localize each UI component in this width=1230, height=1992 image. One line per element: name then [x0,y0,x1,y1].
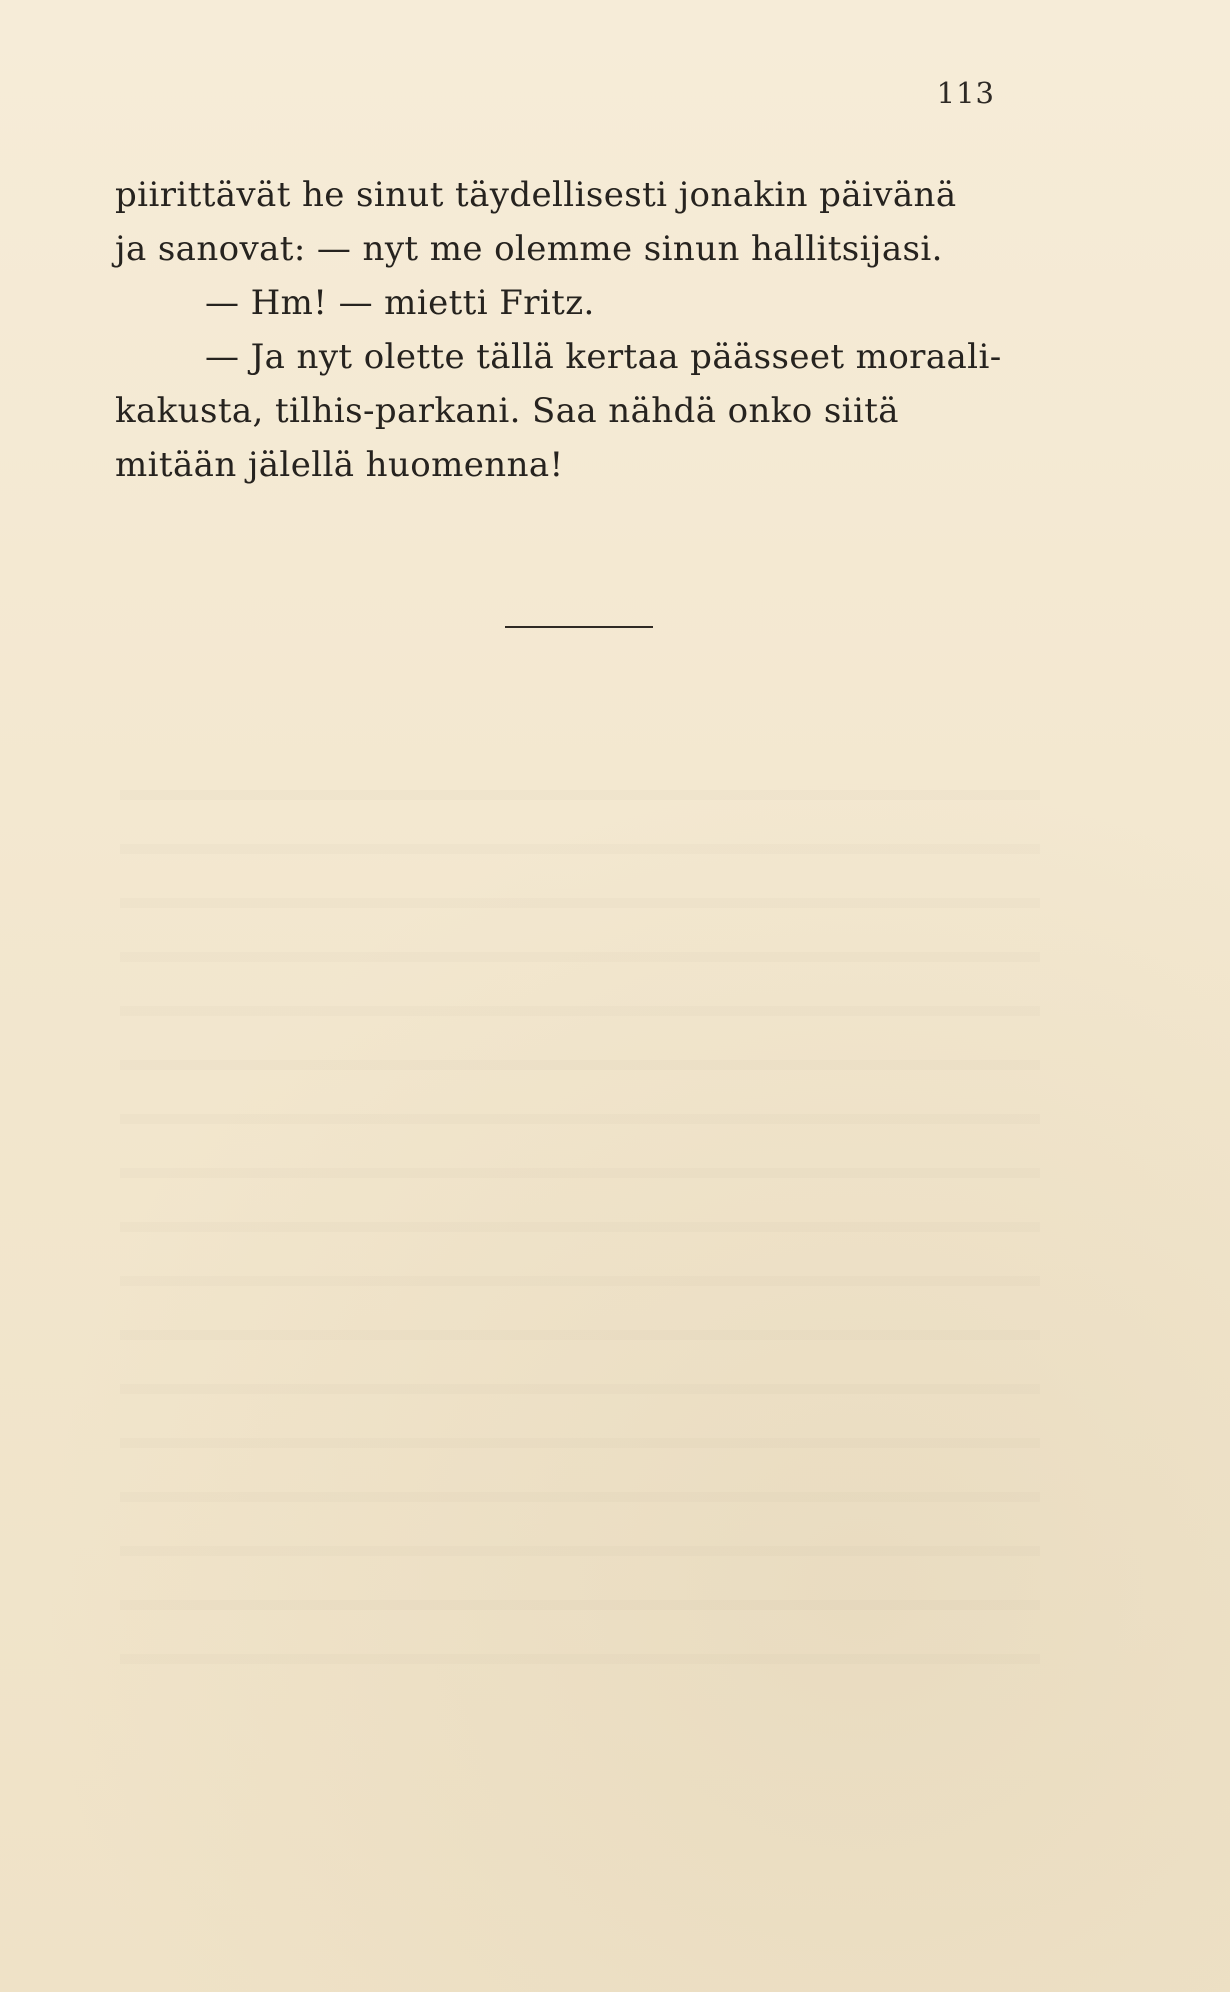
show-through-texture [120,790,1040,1690]
section-divider [505,626,653,628]
text-line: ja sanovat: — nyt me olemme sinun hallitsijasi. [115,229,943,269]
page-number: 113 [936,76,995,110]
page-text [115,168,1040,492]
text-line: kakusta, tilhis-parkani. Saa nähdä onko siitä [115,391,899,431]
text-line: — Ja nyt olette tällä kertaa päässeet moraali- [205,337,1002,377]
text-line: — Hm! — mietti Fritz. [205,283,595,323]
text-line: piirittävät he sinut täydellisesti jonakin päivänä [115,175,957,215]
text-line: mitään jälellä huomenna! [115,445,564,485]
